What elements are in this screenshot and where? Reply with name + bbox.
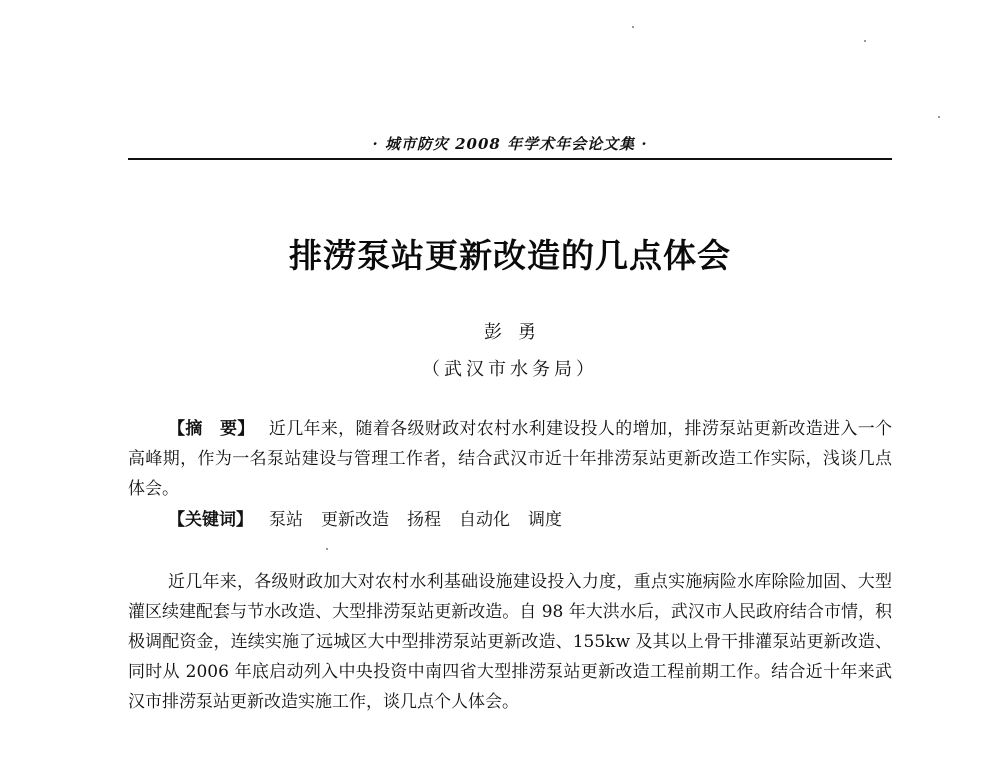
- keyword-item: 泵站: [269, 510, 303, 530]
- keyword-item: 调度: [528, 510, 562, 530]
- abstract-label: 【摘 要】: [168, 419, 255, 439]
- abstract: [128, 414, 892, 504]
- keywords-list: [269, 510, 580, 530]
- scan-speck: [326, 548, 328, 550]
- keyword-item: 自动化: [459, 510, 510, 530]
- abstract-text: 近几年来，随着各级财政对农村水利建设投人的增加，排涝泵站更新改造进入一个高峰期，作为一名泵站建设与管理工作者，结合武汉市近十年排涝泵站更新改造工作实际，浅谈几点体会。: [128, 419, 893, 499]
- header-rule: [128, 158, 892, 160]
- scan-speck: [632, 26, 634, 28]
- keywords: [168, 505, 892, 535]
- body-paragraph: 近几年来，各级财政加大对农村水利基础设施建设投入力度，重点实施病险水库除险加固、大型灌区续建配套与节水改造、大型排涝泵站更新改造。自 98 年大洪水后，武汉市人民政府结合市情，积极调配资金，连续实施了远城区大中型排涝泵站更新改造、155kw 及其以上骨干排灌泵站更新改造、同时从 2006 年底启动列入中央投资中南四省大型排涝泵站更新改造工程前期工作。结合近十年来武汉市排涝泵站更新改造实施工作，谈几点个人体会。: [128, 572, 892, 712]
- keyword-item: 更新改造: [321, 510, 389, 530]
- keywords-label: 【关键词】: [168, 510, 253, 530]
- author-name: 彭勇: [484, 322, 552, 343]
- keyword-item: 扬程: [407, 510, 441, 530]
- running-header: · 城市防灾 2008 年学术年会论文集 ·: [372, 135, 648, 153]
- scan-speck: [864, 40, 866, 42]
- scan-speck: [938, 116, 940, 118]
- paper-title: 排涝泵站更新改造的几点体会: [289, 236, 731, 275]
- author-affiliation: （武汉市水务局）: [422, 359, 598, 380]
